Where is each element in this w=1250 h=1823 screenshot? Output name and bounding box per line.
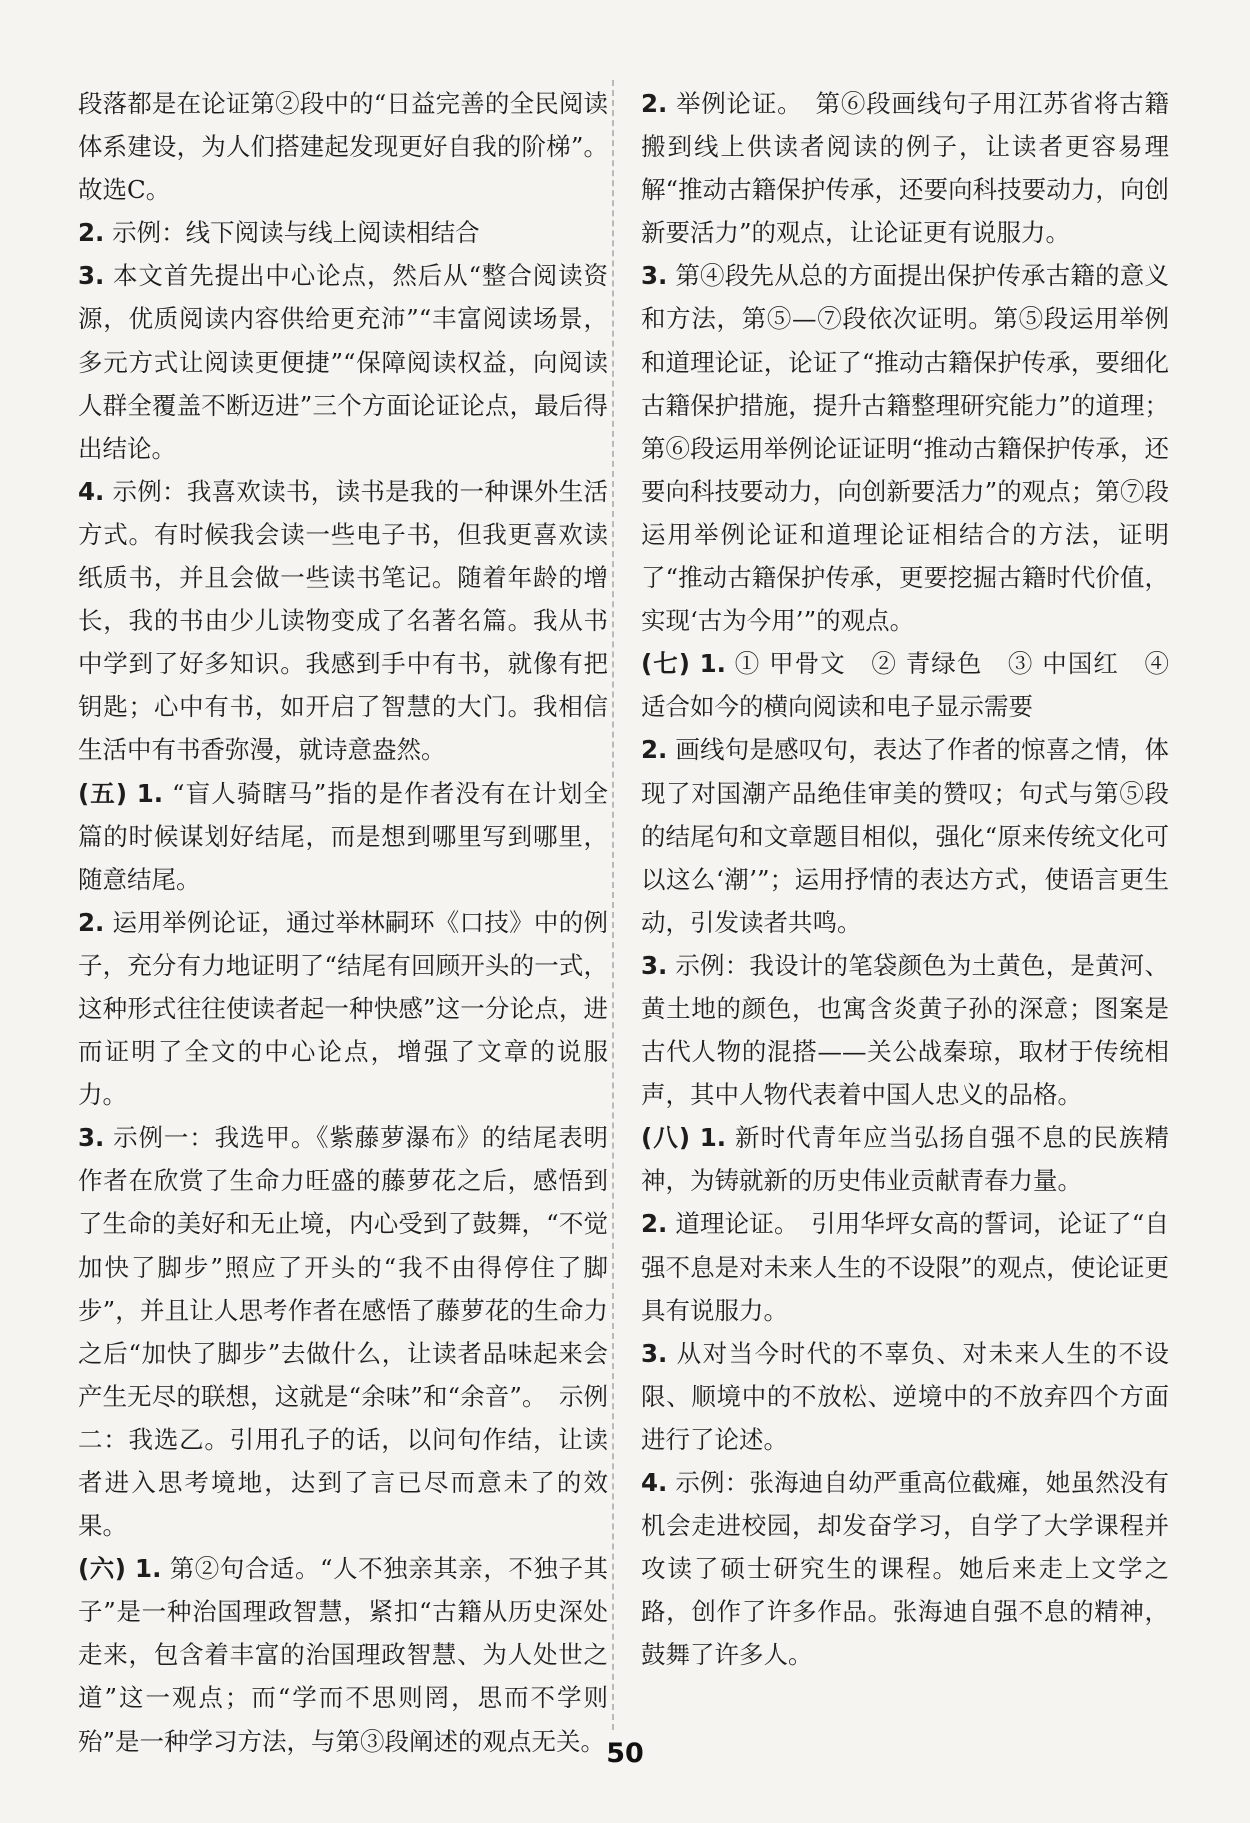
answer-paragraph	[78, 1116, 608, 1547]
question-number: 4.	[641, 1468, 668, 1497]
answer-paragraph	[641, 642, 1169, 728]
question-number: 3.	[641, 261, 668, 291]
answer-paragraph	[641, 1461, 1169, 1676]
answer-text: 示例一：我选甲。《紫藤萝瀑布》的结尾表明作者在欣赏了生命力旺盛的藤萝花之后，感悟到了生命的美好和无止境，内心受到了鼓舞，“不觉加快了脚步”照应了开头的“我不由得停住了脚步”，并且让人思考作者在感悟了藤萝花的生命力之后“加快了脚步”去做什么，让读者品味起来会产生无尽的联想，这就是“余味”和“余音”。 示例二：我选乙。引用孔子的话，以问句作结，让读者进入思考境地，达到了言已尽而意未了的效果。	[78, 1123, 608, 1541]
question-number: (七) 1.	[641, 649, 726, 679]
answer-text: 道理论证。 引用华坪女高的誓词，论证了“自强不息是对未来人生的不设限”的观点，使论证更具有说服力。	[641, 1209, 1169, 1325]
question-number: 4.	[78, 476, 105, 506]
question-number: 3.	[641, 1338, 668, 1368]
answer-text: 新时代青年应当弘扬自强不息的民族精神，为铸就新的历史伟业贡献青春力量。	[641, 1123, 1170, 1196]
answer-text: 段落都是在论证第②段中的“日益完善的全民阅读体系建设，为人们搭建起发现更好自我的阶梯”。故选C。	[78, 89, 608, 205]
answer-paragraph	[78, 901, 608, 1116]
question-number: 2.	[78, 907, 105, 937]
answer-paragraph	[641, 254, 1169, 642]
right-column	[641, 82, 1169, 1676]
question-number: 3.	[78, 261, 105, 291]
answer-paragraph	[78, 470, 608, 772]
question-number: 3.	[641, 950, 668, 980]
answer-paragraph	[641, 1202, 1169, 1331]
question-number: 2.	[641, 89, 668, 118]
answer-text: 第④段先从总的方面提出保护传承古籍的意义和方法，第⑤—⑦段依次证明。第⑤段运用举例和道理论证，论证了“推动古籍保护传承，要细化古籍保护措施，提升古籍整理研究能力”的道理；第⑥段运用举例论证证明“推动古籍保护传承，还要向科技要动力，向创新要活力”的观点；第⑦段运用举例论证和道理论证相结合的方法，证明了“推动古籍保护传承，更要挖掘古籍时代价值，实现‘古为今用’”的观点。	[641, 261, 1169, 636]
answer-text: 示例：线下阅读与线上阅读相结合	[112, 218, 480, 248]
question-number: 2.	[641, 1209, 668, 1239]
question-number: (八) 1.	[641, 1123, 727, 1153]
answer-text: 画线句是感叹句，表达了作者的惊喜之情，体现了对国潮产品绝佳审美的赞叹；句式与第⑤段的结尾句和文章题目相似，强化“原来传统文化可以这么‘潮’”；运用抒情的表达方式，使语言更生动，引发读者共鸣。	[641, 735, 1169, 937]
question-number: (五) 1.	[78, 778, 164, 808]
question-number: 3.	[78, 1123, 105, 1153]
answer-text: 示例：我设计的笔袋颜色为土黄色，是黄河、黄土地的颜色，也寓含炎黄子孙的深意；图案是古代人物的混搭——关公战秦琼，取材于传统相声，其中人物代表着中国人忠义的品格。	[641, 950, 1169, 1110]
answer-paragraph	[78, 211, 608, 254]
answer-paragraph	[641, 82, 1169, 254]
answer-text: 示例：我喜欢读书，读书是我的一种课外生活方式。有时候我会读一些电子书，但我更喜欢读纸质书，并且会做一些读书笔记。随着年龄的增长，我的书由少儿读物变成了名著名篇。我从书中学到了好多知识。我感到手中有书，就像有把钥匙；心中有书，如开启了智慧的大门。我相信生活中有书香弥漫，就诗意盎然。	[78, 476, 609, 765]
answer-paragraph	[78, 82, 608, 211]
question-number: 2.	[641, 735, 668, 765]
answer-text: 举例论证。 第⑥段画线句子用江苏省将古籍搬到线上供读者阅读的例子，让读者更容易理解“推动古籍保护传承，还要向科技要动力，向创新要活力”的观点，让论证更有说服力。	[641, 89, 1169, 248]
answer-text: 本文首先提出中心论点，然后从“整合阅读资源，优质阅读内容供给更充沛”“丰富阅读场景，多元方式让阅读更便捷”“保障阅读权益，向阅读人群全覆盖不断迈进”三个方面论证论点，最后得出结论。	[78, 261, 608, 463]
answer-paragraph	[78, 254, 608, 469]
question-number: (六) 1.	[78, 1554, 162, 1584]
question-number: 2.	[78, 218, 105, 248]
answer-paragraph	[641, 1332, 1169, 1461]
answer-text: “盲人骑瞎马”指的是作者没有在计划全篇的时候谋划好结尾，而是想到哪里写到哪里，随意结尾。	[78, 778, 608, 894]
answer-paragraph	[78, 1547, 608, 1762]
answer-paragraph	[78, 772, 608, 901]
left-column	[78, 82, 608, 1763]
answer-paragraph	[641, 728, 1169, 943]
answer-paragraph	[641, 944, 1169, 1116]
answer-text: 运用举例论证，通过举林嗣环《口技》中的例子，充分有力地证明了“结尾有回顾开头的一式，这种形式往往使读者起一种快感”这一分论点，进而证明了全文的中心论点，增强了文章的说服力。	[78, 907, 609, 1110]
answer-text: 示例：张海迪自幼严重高位截瘫，她虽然没有机会走进校园，却发奋学习，自学了大学课程并攻读了硕士研究生的课程。她后来走上文学之路，创作了许多作品。张海迪自强不息的精神，鼓舞了许多人。	[641, 1468, 1169, 1670]
answer-text: 从对当今时代的不辜负、对未来人生的不设限、顺境中的不放松、逆境中的不放弃四个方面进行了论述。	[641, 1338, 1169, 1454]
answer-text: 第②句合适。“人不独亲其亲，不独子其子”是一种治国理政智慧，紧扣“古籍从历史深处走来，包含着丰富的治国理政智慧、为人处世之道”这一观点；而“学而不思则罔，思而不学则殆”是一种学习方法，与第③段阐述的观点无关。	[78, 1554, 608, 1756]
answer-text: ① 甲骨文 ② 青绿色 ③ 中国红 ④ 适合如今的横向阅读和电子显示需要	[641, 649, 1169, 722]
page-number: 50	[606, 1738, 644, 1769]
column-divider	[612, 80, 614, 1730]
answer-paragraph	[641, 1116, 1169, 1202]
